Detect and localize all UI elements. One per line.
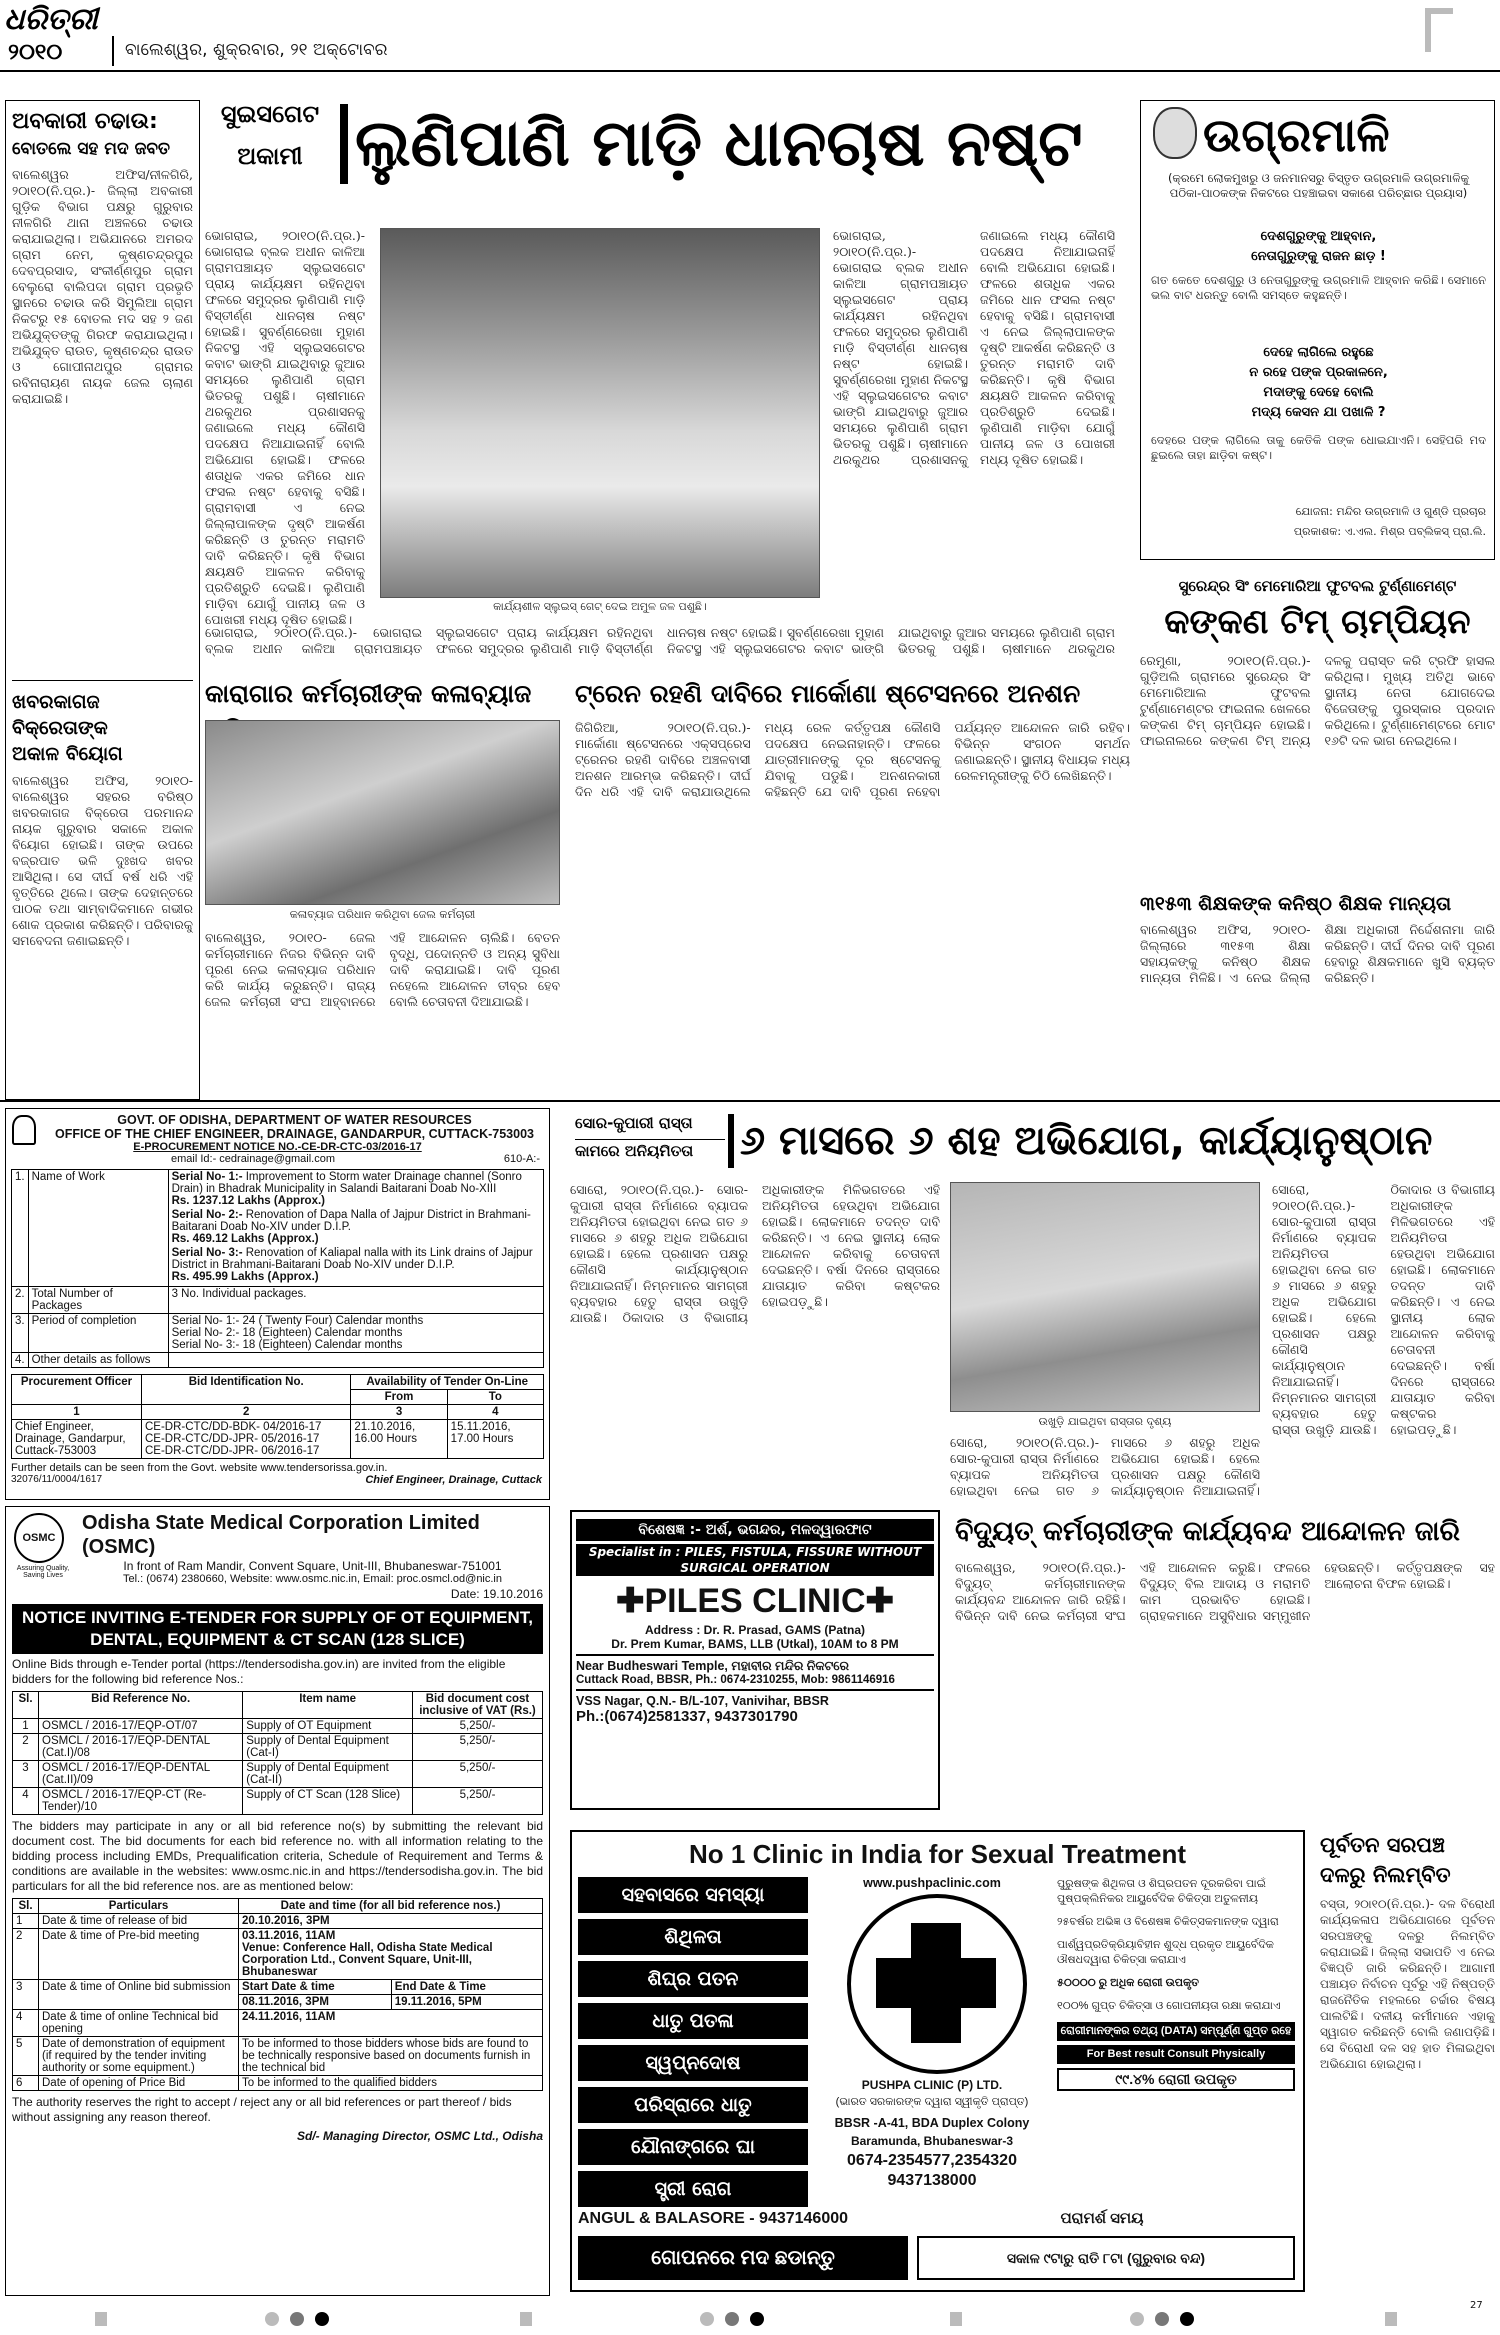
table-cell: 03.11.2016, 11AM Venue: Conference Hall, Odisha State Medical Corporation Ltd., Convent Square, Unit-III, Bhubaneswar — [239, 1929, 543, 1980]
story-body: ବାଲେଶ୍ୱର ଅଫିସ/ନୀଳଗିରି, ୨୦ା୧୦(ନି.ପ୍ର.)- ଜିଲ୍ଲା ଅବକାରୀ ଗୁଡ଼ିକ ବିଭାଗ ପକ୍ଷରୁ ଗୁରୁବାର ନୀଳଗିରି ଥାନା ଅଞ୍ଚଳରେ ଚଢାଉ କରାଯାଇଥିଲା। ଅଭିଯାନରେ ଅମରଦ ଗ୍ରାମ ନେମ, କୃଷ୍ଣଚନ୍ଦ୍ରପୁର ଦେବପ୍ରସାଦ, ସଂକୀର୍ଣ୍ଣପୁର ଗ୍ରାମ ବେଲୁରୋ ବାଲିପଦା ଗ୍ରାମ ପ୍ରଭୃତି ସ୍ଥାନରେ ଚଢାଉ କରି ସିମୁଲିଆ ଗ୍ରାମ ନିକଟରୁ ୧୫ ବୋତଲ ମଦ ସହ ୨ ଜଣ ଅଭିଯୁକ୍ତଙ୍କୁ ଗିରଫ କରାଯାଇଥିଲା। ଅଭିଯୁକ୍ତ ରାଉତ, କୃଷ୍ଣଚନ୍ଦ୍ର ରାଉତ ଓ ଗୋପୀନାଥପୁର ଗ୍ରାମର ରବିନାରାୟଣ ନାୟକ ଜେଲ ଚାଲାଣ କରାଯାଇଛି। — [12, 167, 193, 406]
col-index: 3 — [351, 1405, 447, 1420]
col-index: 1 — [12, 1405, 142, 1420]
osmc-para: The bidders may participate in any or all bid reference no(s) by submitting the relevant bid document cost. The bid documents for each bid reference no. with all information relating to the bidding process including EMDs, Prequalification criteria, Schedule of Requirement and Terms & conditions are available in the websites: www.osmc.nic.in and https://tendersodisha.gov.in. The bid particulars for all the bid reference nos. are as mentioned below: — [12, 1819, 543, 1893]
tender-email: email Id:- cedrainage@gmail.com — [171, 1153, 336, 1165]
lead-story — [205, 100, 1115, 670]
tender-notice-water — [5, 1108, 550, 1500]
pushpa-address: Baramunda, Bhubaneswar-3 — [850, 2134, 1014, 2148]
piles-line: Cuttack Road, BBSR, Ph.: 0674-2310255, Mob: 9861146916 — [576, 1674, 895, 1686]
table-cell: 2 — [13, 1929, 39, 1980]
table-row — [12, 1287, 544, 1314]
pushpa-condition-item: ଶିଥିଳତା — [578, 1919, 808, 1955]
table-cell: Date & time of release of bid — [39, 1914, 239, 1929]
ugramali-credit: ପ୍ରକାଶକ: ଏ.ଏଲ. ମିଶ୍ର ପବ୍ଲିକସ୍ ପ୍ରା.ଲି. — [1293, 525, 1486, 538]
table-cell: 5 — [13, 2037, 39, 2076]
table-cell: 20.10.2016, 3PM — [239, 1914, 543, 1929]
story-subhead: ବୋତଲେ ସହ ମଦ ଜବତ — [12, 139, 171, 159]
ugramali-box — [1140, 100, 1495, 560]
lead-headline: ଲୁଣିପାଣି ମାଡ଼ି ଧାନଚାଷ ନଷ୍ଟ — [355, 107, 1083, 181]
pushpa-feature: ପୁରୁଷଙ୍କ ଶିଥିଳତା ଓ ଶିଘ୍ରପତନ ଦୂରକରିବା ପାଇଁ ପୁଷ୍ପକ୍ଲିନିକର ଆୟୁର୍ବେଦିକ ଚିକିତ୍ସା ଅତୁଳନୀୟ — [1057, 1878, 1266, 1905]
osmc-tagline: Assuring Quality, Saving Lives — [16, 1565, 70, 1579]
footer-page-number: 27 — [1470, 2300, 1483, 2311]
work-cost: Rs. 1237.12 Lakhs (Approx.) — [171, 1195, 325, 1207]
ugramali-intro: (କ୍ରମେ ଲୋକମୁଖରୁ ଓ ଜନମାନସରୁ ବିସ୍ତୃତ ଉଗ୍ରମାଳି ଉଗ୍ରମାଳିକୁ ପଠିକା-ପାଠକଙ୍କ ନିକଟରେ ପହଞ୍ଚାଇବା ସକାଶେ ପରିଚ୍ଛାର ପ୍ରୟାସ) — [1167, 171, 1470, 200]
table-cell: 4 — [13, 2010, 39, 2037]
table-row — [13, 1980, 543, 1995]
pushpa-condition-item: ଧାତୁ ପତଳା — [578, 2003, 808, 2039]
pushpa-condition-item: ଯୌନାଙ୍ଗରେ ଘା — [578, 2129, 808, 2165]
pushpa-phone: 9437138000 — [887, 2172, 977, 2189]
pushpa-bottom-right: ସକାଳ ୯ଟାରୁ ରାତି ୮ଟା (ଗୁରୁବାର ବନ୍ଦ) — [917, 2236, 1295, 2280]
work-item — [172, 1171, 540, 1207]
markona-body: ଜିଗିରିଆ, ୨୦ା୧୦(ନି.ପ୍ର.)- ମାର୍କୋଣା ଷ୍ଟେସନରେ ଏକ୍ସପ୍ରେସ ଟ୍ରେନର ରହଣି ଦାବିରେ ଅଞ୍ଚଳବାସୀ ଅନଶନ ଆରମ୍ଭ କରିଛନ୍ତି। ଦୀର୍ଘ ଦିନ ଧରି ଏହି ଦାବି କରାଯାଉଥିଲେ ମଧ୍ୟ ରେଳ କର୍ତ୍ତୃପକ୍ଷ କୌଣସି ପଦକ୍ଷେପ ନେଇନାହାନ୍ତି। ଫଳରେ ଯାତ୍ରୀମାନଙ୍କୁ ଦୂର ଷ୍ଟେସନକୁ ଯିବାକୁ ପଡୁଛି। ଅନଶନକାରୀ କହିଛନ୍ତି ଯେ ଦାବି ପୂରଣ ନହେବା ପର୍ଯ୍ୟନ୍ତ ଆନ୍ଦୋଳନ ଜାରି ରହିବ। ବିଭିନ୍ନ ସଂଗଠନ ସମର୍ଥନ ଜଣାଇଛନ୍ତି। ସ୍ଥାନୀୟ ବିଧାୟକ ମଧ୍ୟ ରେଳମନ୍ତ୍ରୀଙ୍କୁ ଚିଠି ଲେଖିଛନ୍ତି। — [575, 720, 1130, 799]
piles-clinic-ad — [570, 1510, 940, 1810]
registration-mark — [950, 2312, 962, 2326]
lead-photo-caption: କାର୍ଯ୍ୟଶୀଳ ସ୍ଲୁଇସ୍ ଗେଟ୍ ଦେଇ ଅମୁଳ ଜଳ ପଶୁଛି। — [493, 600, 707, 613]
row-number: 3. — [12, 1314, 29, 1353]
pushpa-feature: ପାର୍ଶ୍ୱପ୍ରତିକ୍ରିୟାବିହୀନ ଶୁଦ୍ଧ ପ୍ରକୃତ ଆୟୁର୍ବେଦିକ ଔଷଧଦ୍ୱାରା ଚିକିତ୍ସା କରାଯାଏ — [1057, 1939, 1274, 1966]
registration-dot — [1180, 2312, 1194, 2326]
col-header: Bid Identification No. — [142, 1375, 351, 1405]
jail-story — [205, 670, 560, 1095]
teachers-body: ବାଲେଶ୍ୱର ଅଫିସ, ୨୦ା୧୦- ଜିଲ୍ଲାରେ ୩୧୫୩ ଶିକ୍ଷା ସହାୟକଙ୍କୁ କନିଷ୍ଠ ଶିକ୍ଷକ ମାନ୍ୟତା ମିଳିଛି। ଏ ନେଇ ଜିଲ୍ଲା ଶିକ୍ଷା ଅଧିକାରୀ ନିର୍ଦ୍ଦେଶନାମା ଜାରି କରିଛନ୍ତି। ଦୀର୍ଘ ଦିନର ଦାବି ପୂରଣ ହେବାରୁ ଶିକ୍ଷକମାନେ ଖୁସି ବ୍ୟକ୍ତ କରିଛନ୍ତି। — [1140, 922, 1495, 985]
lead-kicker: ଅକାମୀ — [237, 142, 303, 170]
lead-body-right: ଭୋଗରାଇ, ୨୦ା୧୦(ନି.ପ୍ର.)- ଭୋଗରାଇ ବ୍ଲକ ଅଧୀନ କାଳିଆ ଗ୍ରାମପଞ୍ଚାୟତ ସ୍ଲୁଇସଗେଟ ପ୍ରାୟ କାର୍ଯ୍ୟକ୍ଷମ ରହିନଥିବା ଫଳରେ ସମୁଦ୍ରର ଲୁଣିପାଣି ମାଡ଼ି ବିସ୍ତୀର୍ଣ୍ଣ ଧାନଚାଷ ନଷ୍ଟ ହୋଇଛି। ସୁବର୍ଣ୍ଣରେଖା ମୁହାଣ ନିକଟସ୍ଥ ଏହି ସ୍ଲୁଇସଗେଟର କବାଟ ଭାଙ୍ଗି ଯାଇଥିବାରୁ ଜୁଆର ସମୟରେ ଲୁଣିପାଣି ଗ୍ରାମ ଭିତରକୁ ପଶୁଛି। ଚାଷୀମାନେ ଥରକୁଥର ପ୍ରଶାସନକୁ ଜଣାଇଲେ ମଧ୍ୟ କୌଣସି ପଦକ୍ଷେପ ନିଆଯାଇନାହିଁ ବୋଲି ଅଭିଯୋଗ ହୋଇଛି। ଫଳରେ ଶତାଧିକ ଏକର ଜମିରେ ଧାନ ଫସଲ ନଷ୍ଟ ହେବାକୁ ବସିଛି। ଗ୍ରାମବାସୀ ଏ ନେଇ ଜିଲ୍ଲାପାଳଙ୍କ ଦୃଷ୍ଟି ଆକର୍ଷଣ କରିଛନ୍ତି ଓ ତୁରନ୍ତ ମରାମତି ଦାବି କରିଛନ୍ତି। କୃଷି ବିଭାଗ କ୍ଷୟକ୍ଷତି ଆକଳନ କରିବାକୁ ପ୍ରତିଶ୍ରୁତି ଦେଇଛି। ଲୁଣିପାଣି ମାଡ଼ିବା ଯୋଗୁଁ ପାନୀୟ ଜଳ ଓ ପୋଖରୀ ମଧ୍ୟ ଦୂଷିତ ହୋଇଛି। — [833, 228, 1115, 467]
road-photo — [950, 1182, 1260, 1412]
table-cell: Supply of Dental Equipment (Cat-I) — [243, 1734, 413, 1761]
odisha-emblem-icon — [12, 1115, 36, 1145]
work-title: Improvement to Storm water Drainage channel (Sonro Drain) in Bhadrak Municipality in Salandi Baitarani Doab No-XIII — [171, 1171, 522, 1195]
tender-sign: Chief Engineer, Drainage, Cuttack — [365, 1474, 542, 1486]
table-cell: 4 — [13, 1788, 39, 1815]
work-item — [172, 1247, 540, 1283]
col-header: Item name — [243, 1692, 413, 1719]
pushpa-seal-text: PUSHPA CLINIC (P) LTD. — [861, 2078, 1003, 2092]
lead-kicker: ସୁଇସଗେଟ — [220, 100, 320, 128]
ugramali-title: ଉଗ୍ରମାଳି — [1203, 108, 1390, 162]
electric-body: ବାଲେଶ୍ୱର, ୨୦ା୧୦(ନି.ପ୍ର.)- ବିଦ୍ୟୁତ୍ କର୍ମଚାରୀମାନଙ୍କ କାର୍ଯ୍ୟବନ୍ଦ ଆନ୍ଦୋଳନ ଜାରି ରହିଛି। ବିଭିନ୍ନ ଦାବି ନେଇ କର୍ମଚାରୀ ସଂଘ ଏହି ଆନ୍ଦୋଳନ କରୁଛି। ଫଳରେ ବିଦ୍ୟୁତ୍ ବିଲ ଆଦାୟ ଓ ମରାମତି କାମ ପ୍ରଭାବିତ ହୋଇଛି। ଗ୍ରାହକମାନେ ଅସୁବିଧାର ସମ୍ମୁଖୀନ ହେଉଛନ୍ତି। କର୍ତ୍ତୃପକ୍ଷଙ୍କ ସହ ଆଲୋଚନା ବିଫଳ ହୋଇଛି। — [955, 1560, 1495, 1623]
road-kicker: କାମରେ ଅନିୟମିତତା — [575, 1142, 694, 1160]
football-headline: କଙ୍କଣ ଟିମ୍ ଚାମ୍ପିୟନ — [1164, 602, 1471, 642]
osmc-rights: The authority reserves the right to accept / reject any or all bid references or part thereof / bids without assigning any reason thereof. — [12, 2095, 512, 2124]
registration-mark — [520, 2312, 532, 2326]
table-cell: Supply of OT Equipment — [243, 1719, 413, 1734]
table-cell: 1 — [13, 1719, 39, 1734]
table-cell: 5,250/- — [413, 1788, 543, 1815]
piles-name — [576, 1579, 934, 1623]
col-header: Date and time (for all bid reference nos.) — [239, 1899, 543, 1914]
table-row — [13, 2010, 543, 2037]
pushpa-feature: ୨୫ବର୍ଷର ଅଭିଜ୍ଞ ଓ ବିଶେଷଜ୍ଞ ଚିକିତ୍ସକମାନଙ୍କ ଦ୍ୱାରା — [1057, 1916, 1279, 1928]
pushpa-right — [1057, 1877, 1295, 2091]
row-number: 2. — [12, 1287, 29, 1314]
sarpanch-story — [1320, 1830, 1495, 2292]
pushpa-condition-item: ସହବାସରେ ସମସ୍ୟା — [578, 1877, 808, 1913]
table-cell: To be informed to the qualified bidders — [239, 2076, 543, 2091]
cross-icon: ✚ — [865, 1582, 895, 1620]
osmc-address: In front of Ram Mandir, Convent Square, Unit-III, Bhubaneswar-751001 — [123, 1559, 502, 1573]
table-cell: End Date & Time — [391, 1980, 542, 1995]
work-title: Renovation of Kaliapal nalla with its Link drains of Jajpur District in Brahmani-Baitarani Doab No-XIV under D.I.P. — [171, 1247, 533, 1271]
jail-photo-caption: କଳାବ୍ୟାଜ ପରିଧାନ କରିଥିବା ଜେଲ କର୍ମଚାରୀ — [289, 908, 476, 921]
football-body: ରେମୁଣା, ୨୦ା୧୦(ନି.ପ୍ର.)- ଗୁଡ଼ିଅଲି ଗ୍ରାମରେ ସୁରେନ୍ଦ୍ର ସିଂ ମେମୋରିଆଲ ଫୁଟବଲ ଟୁର୍ଣ୍ଣାମେଣ୍ଟର ଫାଇନାଲ ଖେଳରେ କଙ୍କଣ ଟିମ୍ ଚାମ୍ପିୟନ ହୋଇଛି। ଫାଇନାଲରେ କଙ୍କଣ ଟିମ୍ ଅନ୍ୟ ଦଳକୁ ପରାସ୍ତ କରି ଟ୍ରଫି ହାସଲ କରିଥିଲା। ମୁଖ୍ୟ ଅତିଥି ଭାବେ ସ୍ଥାନୀୟ ନେତା ଯୋଗଦେଇ ବିଜେତାଙ୍କୁ ପୁରସ୍କାର ପ୍ରଦାନ କରିଥିଲେ। ଟୁର୍ଣ୍ଣାମେଣ୍ଟରେ ମୋଟ ୧୬ଟି ଦଳ ଭାଗ ନେଇଥିଲେ। — [1140, 653, 1495, 748]
table-cell: Date & time of online Technical bid opening — [39, 2010, 239, 2037]
table-cell: 15.11.2016, 17.00 Hours — [447, 1420, 543, 1459]
road-kicker: ସୋର-କୁପାରୀ ରାସ୍ତା — [575, 1114, 725, 1140]
pushpa-web: www.pushpaclinic.com — [863, 1876, 1001, 1890]
tender-footer: Further details can be seen from the Govt. website www.tendersorissa.gov.in. — [11, 1462, 388, 1474]
table-cell: Date & time of Online bid submission — [39, 1980, 239, 2010]
table-cell: Date of opening of Price Bid — [39, 2076, 239, 2091]
lead-photo — [380, 228, 820, 598]
table-cell: 5,250/- — [413, 1734, 543, 1761]
table-cell: Date & time of Pre-bid meeting — [39, 1929, 239, 1980]
electric-story — [955, 1510, 1495, 1830]
piles-top: ବିଶେଷଜ୍ଞ :- ଅର୍ଶ, ଭଗନ୍ଦର, ମଳଦ୍ୱାରଫାଟ — [576, 1519, 934, 1541]
table-cell: Supply of CT Scan (128 Slice) — [243, 1788, 413, 1815]
sarpanch-body: ବସ୍ତା, ୨୦ା୧୦(ନି.ପ୍ର.)- ଦଳ ବିରୋଧୀ କାର୍ଯ୍ୟକଳାପ ଅଭିଯୋଗରେ ପୂର୍ବତନ ସରପଞ୍ଚଙ୍କୁ ଦଳରୁ ନିଲମ୍ବିତ କରାଯାଇଛି। ଜିଲ୍ଲା ସଭାପତି ଏ ନେଇ ବିଜ୍ଞପ୍ତି ଜାରି କରିଛନ୍ତି। ଆଗାମୀ ପଞ୍ଚାୟତ ନିର୍ବାଚନ ପୂର୍ବରୁ ଏହି ନିଷ୍ପତ୍ତି ରାଜନୈତିକ ମହଲରେ ଚର୍ଚ୍ଚାର ବିଷୟ ପାଲଟିଛି। ଦଳୀୟ କର୍ମୀମାନେ ଏହାକୁ ସ୍ୱାଗତ କରିଛନ୍ତି ବୋଲି ଜଣାପଡ଼ିଛି। ସେ ବିରୋଧୀ ଦଳ ସହ ହାତ ମିଳାଇଥିବା ଅଭିଯୋଗ ହୋଇଥିଲା। — [1320, 1897, 1495, 2071]
football-kicker: ସୁରେନ୍ଦ୍ର ସିଂ ମେମୋରିଆ ଫୁଟବଲ ଟୁର୍ଣ୍ଣାମେଣ୍ଟ — [1178, 577, 1457, 595]
pushpa-govt: (ଭାରତ ସରକାରଙ୍କ ଦ୍ୱାରା ସ୍ୱୀକୃତି ପ୍ରାପ୍ତ) — [835, 2096, 1029, 2108]
piles-spec: Specialist in : PILES, FISTULA, FISSURE WITHOUT SURGICAL OPERATION — [576, 1544, 934, 1576]
story-headline: ଖବରକାଗଜ ବିକ୍ରେତାଙ୍କ — [12, 691, 108, 739]
col-header: To — [447, 1390, 543, 1405]
osmc-sign: Sd/- Managing Director, OSMC Ltd., Odisha — [296, 2129, 543, 2143]
table-cell: OSMCL / 2016-17/EQP-OT/07 — [39, 1719, 243, 1734]
registration-dot — [1155, 2312, 1169, 2326]
table-cell: Date of demonstration of equipment (if required by the tender inviting authority or some equipment.) — [39, 2037, 239, 2076]
pushpa-best: For Best result Consult Physically — [1057, 2045, 1295, 2064]
lead-body-left: ଭୋଗରାଇ, ୨୦ା୧୦(ନି.ପ୍ର.)- ଭୋଗରାଇ ବ୍ଲକ ଅଧୀନ କାଳିଆ ଗ୍ରାମପଞ୍ଚାୟତ ସ୍ଲୁଇସଗେଟ ପ୍ରାୟ କାର୍ଯ୍ୟକ୍ଷମ ରହିନଥିବା ଫଳରେ ସମୁଦ୍ରର ଲୁଣିପାଣି ମାଡ଼ି ବିସ୍ତୀର୍ଣ୍ଣ ଧାନଚାଷ ନଷ୍ଟ ହୋଇଛି। ସୁବର୍ଣ୍ଣରେଖା ମୁହାଣ ନିକଟସ୍ଥ ଏହି ସ୍ଲୁଇସଗେଟର କବାଟ ଭାଙ୍ଗି ଯାଇଥିବାରୁ ଜୁଆର ସମୟରେ ଲୁଣିପାଣି ଗ୍ରାମ ଭିତରକୁ ପଶୁଛି। ଚାଷୀମାନେ ଥରକୁଥର ପ୍ରଶାସନକୁ ଜଣାଇଲେ ମଧ୍ୟ କୌଣସି ପଦକ୍ଷେପ ନିଆଯାଇନାହିଁ ବୋଲି ଅଭିଯୋଗ ହୋଇଛି। ଫଳରେ ଶତାଧିକ ଏକର ଜମିରେ ଧାନ ଫସଲ ନଷ୍ଟ ହେବାକୁ ବସିଛି। ଗ୍ରାମବାସୀ ଏ ନେଇ ଜିଲ୍ଲାପାଳଙ୍କ ଦୃଷ୍ଟି ଆକର୍ଷଣ କରିଛନ୍ତି ଓ ତୁରନ୍ତ ମରାମତି ଦାବି କରିଛନ୍ତି। କୃଷି ବିଭାଗ କ୍ଷୟକ୍ଷତି ଆକଳନ କରିବାକୁ ପ୍ରତିଶ୍ରୁତି ଦେଇଛି। ଲୁଣିପାଣି ମାଡ଼ିବା ଯୋଗୁଁ ପାନୀୟ ଜଳ ଓ ପୋଖରୀ ମଧ୍ୟ ଦୂଷିତ ହୋଇଛି। — [205, 228, 365, 627]
pushpa-address: BBSR -A-41, BDA Duplex Colony — [834, 2116, 1030, 2130]
table-cell: 5,250/- — [413, 1761, 543, 1788]
road-body-right: ସୋରୋ, ୨୦ା୧୦(ନି.ପ୍ର.)- ସୋର-କୁପାରୀ ରାସ୍ତା ନିର୍ମାଣରେ ବ୍ୟାପକ ଅନିୟମିତତା ହୋଇଥିବା ନେଇ ଗତ ୬ ମାସରେ ୬ ଶହରୁ ଅଧିକ ଅଭିଯୋଗ ହୋଇଛି। ହେଲେ ପ୍ରଶାସନ ପକ୍ଷରୁ କୌଣସି କାର୍ଯ୍ୟାନୁଷ୍ଠାନ ନିଆଯାଇନାହିଁ। ନିମ୍ନମାନର ସାମଗ୍ରୀ ବ୍ୟବହାର ହେତୁ ରାସ୍ତା ଉଖୁଡ଼ି ଯାଉଛି। ଠିକାଦାର ଓ ବିଭାଗୀୟ ଅଧିକାରୀଙ୍କ ମିଳିଭଗତରେ ଏହି ଅନିୟମିତତା ହେଉଥିବା ଅଭିଯୋଗ ହୋଇଛି। ଲୋକମାନେ ତଦନ୍ତ ଦାବି କରିଛନ୍ତି। ଏ ନେଇ ସ୍ଥାନୀୟ ଲୋକ ଆନ୍ଦୋଳନ କରିବାକୁ ଚେତାବନୀ ଦେଇଛନ୍ତି। ବର୍ଷା ଦିନରେ ରାସ୍ତାରେ ଯାତାୟାତ କରିବା କଷ୍ଟକର ହୋଇପଡ଼ୁଛି। — [1272, 1182, 1495, 1437]
col-index: 4 — [447, 1405, 543, 1420]
pushpa-angul: ANGUL & BALASORE - 9437146000 — [578, 2210, 849, 2227]
story-headline: ଅବକାରୀ ଚଢାଉ: — [12, 109, 158, 134]
registration-dot — [750, 2312, 764, 2326]
table-row — [13, 2076, 543, 2091]
work-title: Renovation of Dapa Nalla of Jajpur District in Brahmani-Baitarani Doab No-XIV under D.I.P. — [171, 1209, 531, 1233]
row-number: 4. — [12, 1353, 29, 1368]
page-footer — [0, 2300, 1500, 2335]
ugramali-face-icon — [1153, 107, 1197, 159]
tender-notice-osmc — [5, 1506, 550, 2296]
table-row — [12, 1314, 544, 1353]
table-row — [12, 1353, 544, 1368]
osmc-intro: Online Bids through e-Tender portal (https://tendersodisha.gov.in) are invited from the eligible bidders for the following bid reference Nos.: — [12, 1657, 506, 1686]
col-index: 2 — [142, 1405, 351, 1420]
pushpa-data-note: ରୋଗୀମାନଙ୍କର ତଥ୍ୟ (DATA) ସମ୍ପୂର୍ଣ୍ଣ ଗୁପ୍ତ ରହେ — [1057, 2022, 1295, 2041]
table-row — [13, 1914, 543, 1929]
col-header: Availability of Tender On-Line — [351, 1375, 544, 1390]
row-value: Serial No- 1:- 24 ( Twenty Four) Calendar months Serial No- 2:- 18 (Eighteen) Calendar months Serial No- 3:- 18 (Eighteen) Calendar months — [168, 1314, 543, 1353]
piles-line: Near Budheswari Temple, ମହାବୀର ମନ୍ଦିର ନିକଟରେ — [576, 1659, 850, 1673]
table-cell: OSMCL / 2016-17/EQP-CT (Re-Tender)/10 — [39, 1788, 243, 1815]
table-row — [13, 1761, 543, 1788]
piles-title: PILES CLINIC — [644, 1582, 866, 1620]
row-label: Other details as follows — [28, 1353, 168, 1368]
registration-mark — [1385, 2312, 1397, 2326]
registration-dot — [1130, 2312, 1144, 2326]
table-cell: OSMCL / 2016-17/EQP-DENTAL (Cat.I)/08 — [39, 1734, 243, 1761]
left-column — [5, 100, 200, 1100]
pushpa-condition-item: ସ୍ୱପ୍ନଦୋଷ — [578, 2045, 808, 2081]
osmc-items-table — [12, 1691, 543, 1815]
col-header: Bid document cost inclusive of VAT (Rs.) — [413, 1692, 543, 1719]
registration-mark — [95, 2312, 107, 2326]
page-number: ୨୦୧୦ — [8, 40, 63, 65]
tender-org: GOVT. OF ODISHA, DEPARTMENT OF WATER RESOURCES — [117, 1113, 472, 1127]
table-cell: Supply of Dental Equipment (Cat-II) — [243, 1761, 413, 1788]
piles-address: Address : Dr. R. Prasad, GAMS (Patna) — [644, 1623, 866, 1637]
table-cell: 21.10.2016, 16.00 Hours — [351, 1420, 447, 1459]
teachers-story — [1140, 890, 1495, 1090]
pushpa-condition-item: ପରିସ୍ରାରେ ଧାତୁ — [578, 2087, 808, 2123]
work-serial: Serial No- 1:- — [171, 1171, 246, 1183]
registration-dot — [265, 2312, 279, 2326]
osmc-date: Date: 19.10.2016 — [450, 1587, 543, 1601]
table-row — [13, 1719, 543, 1734]
registration-dot — [290, 2312, 304, 2326]
tender-works-table — [11, 1169, 544, 1368]
dateline: ବାଲେଶ୍ୱର, ଶୁକ୍ରବାର, ୨୧ ଅକ୍ଟୋବର — [125, 40, 388, 60]
table-cell: 08.11.2016, 3PM — [239, 1995, 392, 2010]
row-label: Name of Work — [28, 1170, 168, 1287]
road-body-bottom: ସୋରୋ, ୨୦ା୧୦(ନି.ପ୍ର.)- ସୋର-କୁପାରୀ ରାସ୍ତା ନିର୍ମାଣରେ ବ୍ୟାପକ ଅନିୟମିତତା ହୋଇଥିବା ନେଇ ଗତ ୬ ମାସରେ ୬ ଶହରୁ ଅଧିକ ଅଭିଯୋଗ ହୋଇଛି। ହେଲେ ପ୍ରଶାସନ ପକ୍ଷରୁ କୌଣସି କାର୍ଯ୍ୟାନୁଷ୍ଠାନ ନିଆଯାଇନାହିଁ। — [950, 1435, 1260, 1498]
football-story — [1140, 575, 1495, 885]
table-cell: OSMCL / 2016-17/EQP-DENTAL (Cat.II)/09 — [39, 1761, 243, 1788]
table-row — [13, 1788, 543, 1815]
table-cell: 2 — [13, 1734, 39, 1761]
table-cell: 19.11.2016, 5PM — [391, 1995, 542, 2010]
electric-headline: ବିଦ୍ୟୁତ୍ କର୍ମଚାରୀଙ୍କ କାର୍ଯ୍ୟବନ୍ଦ ଆନ୍ଦୋଳନ ଜାରି — [955, 1516, 1460, 1547]
tender-availability-table — [11, 1374, 544, 1459]
pushpa-clinic-ad — [570, 1830, 1305, 2292]
osmc-schedule-table — [12, 1898, 543, 2091]
registration-dot — [315, 2312, 329, 2326]
piles-line: Ph.:(0674)2581337, 9437301790 — [576, 1708, 798, 1725]
work-serial: Serial No- 3:- — [171, 1247, 246, 1259]
row-value: 3 No. Individual packages. — [168, 1287, 543, 1314]
road-photo-caption: ଉଖୁଡ଼ି ଯାଇଥିବା ରାସ୍ତାର ଦୃଶ୍ୟ — [1038, 1415, 1172, 1428]
road-headline: ୬ ମାସରେ ୬ ଶହ ଅଭିଯୋଗ, କାର୍ଯ୍ୟାନୁଷ୍ଠାନ — [740, 1118, 1433, 1164]
table-cell: 3 — [13, 1980, 39, 2010]
tender-notice-no: E-PROCUREMENT NOTICE NO.-CE-DR-CTC-03/2016-17 — [133, 1141, 422, 1153]
pushpa-seal — [847, 1894, 1027, 2074]
jail-photo — [205, 720, 560, 905]
work-item — [172, 1209, 540, 1245]
table-row — [13, 1929, 543, 1980]
row-value — [168, 1170, 543, 1287]
table-cell: 1 — [13, 1914, 39, 1929]
table-cell: 6 — [13, 2076, 39, 2091]
registration-dot — [700, 2312, 714, 2326]
pushpa-conditions — [578, 1877, 808, 2213]
ugramali-verse: ଦେହେ ଲାଗିଲେ ରହୁଛେ ନ ରହେ ପଙ୍କ ପ୍ରକାଳନେ, ମଦାଙ୍କୁ ଦେହେ ବୋଲି ମଦ୍ୟ କେସନ ଯା ପଖାଳି ? — [1249, 345, 1388, 420]
tender-code: 32076/11/0004/1617 — [11, 1474, 103, 1485]
ugramali-verse: ଦେଶଗୁରୁଙ୍କୁ ଆହ୍ବାନ, ନେତାଗୁରୁଙ୍କୁ ରାଜନ ଛାଡ଼ ! — [1251, 229, 1386, 264]
table-cell: To be informed to those bidders whose bids are found to be technically responsive based on documents furnish in the technical bid — [239, 2037, 543, 2076]
road-body: ସୋରୋ, ୨୦ା୧୦(ନି.ପ୍ର.)- ସୋର-କୁପାରୀ ରାସ୍ତା ନିର୍ମାଣରେ ବ୍ୟାପକ ଅନିୟମିତତା ହୋଇଥିବା ନେଇ ଗତ ୬ ମାସରେ ୬ ଶହରୁ ଅଧିକ ଅଭିଯୋଗ ହୋଇଛି। ହେଲେ ପ୍ରଶାସନ ପକ୍ଷରୁ କୌଣସି କାର୍ଯ୍ୟାନୁଷ୍ଠାନ ନିଆଯାଇନାହିଁ। ନିମ୍ନମାନର ସାମଗ୍ରୀ ବ୍ୟବହାର ହେତୁ ରାସ୍ତା ଉଖୁଡ଼ି ଯାଉଛି। ଠିକାଦାର ଓ ବିଭାଗୀୟ ଅଧିକାରୀଙ୍କ ମିଳିଭଗତରେ ଏହି ଅନିୟମିତତା ହେଉଥିବା ଅଭିଯୋଗ ହୋଇଛି। ଲୋକମାନେ ତଦନ୍ତ ଦାବି କରିଛନ୍ତି। ଏ ନେଇ ସ୍ଥାନୀୟ ଲୋକ ଆନ୍ଦୋଳନ କରିବାକୁ ଚେତାବନୀ ଦେଇଛନ୍ତି। ବର୍ଷା ଦିନରେ ରାସ୍ତାରେ ଯାତାୟାତ କରିବା କଷ୍ଟକର ହୋଇପଡ଼ୁଛି। — [570, 1182, 940, 1325]
pushpa-percent: ୯୯.୪% ରୋଗୀ ଉପକୃତ — [1057, 2068, 1295, 2091]
col-header: Sl. — [13, 1899, 39, 1914]
tender-ref: 610-A:- — [503, 1153, 540, 1165]
col-header: From — [351, 1390, 447, 1405]
ugramali-credit: ଯୋଜନା: ମନ୍ଦିର ଉଗ୍ରମାଳି ଓ ଗୁଣ୍ଡି ପ୍ରଚାର — [1295, 505, 1486, 518]
table-cell: Chief Engineer, Drainage, Gandarpur, Cuttack-753003 — [12, 1420, 142, 1459]
table-cell: 3 — [13, 1761, 39, 1788]
story-body: ବାଲେଶ୍ୱର ଅଫିସ, ୨୦ା୧୦- ବାଲେଶ୍ୱର ସହରର ବରିଷ୍ଠ ଖବରକାଗଜ ବିକ୍ରେତା ପରମାନନ୍ଦ ନାୟକ ଗୁରୁବାର ସକାଳେ ଅକାଳ ବିୟୋଗ ହୋଇଛି। ତାଙ୍କ ଉପରେ ବଜ୍ରପାତ ଭଳି ଦୁଃଖଦ ଖବର ଆସିଥିଲା। ସେ ଦୀର୍ଘ ବର୍ଷ ଧରି ଏହି ବୃତ୍ତିରେ ଥିଲେ। ତାଙ୍କ ଦେହାନ୍ତରେ ପାଠକ ତଥା ସାମ୍ବାଦିକମାନେ ଗଭୀର ଶୋକ ପ୍ରକାଶ କରିଛନ୍ତି। ପରିବାରକୁ ସମବେଦନା ଜଣାଇଛନ୍ତି। — [12, 773, 193, 948]
ugramali-text: ଦେହରେ ପଙ୍କ ଲାଗିଲେ ତାକୁ କେତିକି ପଙ୍କ ଧୋଇଯାଏନି। ସେହିପରି ମଦ ଛୁଇଲେ ତାହା ଛାଡ଼ିବା କଷ୍ଟ। — [1151, 433, 1486, 462]
osmc-logo: OSMC — [14, 1513, 64, 1563]
table-row — [13, 1734, 543, 1761]
table-cell: 5,250/- — [413, 1719, 543, 1734]
jail-headline: କାରାଗାର କର୍ମଚାରୀଙ୍କ କଳାବ୍ୟାଜ — [205, 679, 532, 708]
col-header: Particulars — [39, 1899, 239, 1914]
cross-icon: ✚ — [615, 1582, 645, 1620]
pushpa-bottom-left: ଗୋପନରେ ମଦ ଛଡାନ୍ତୁ — [578, 2236, 908, 2280]
pushpa-feature: ୫୦୦୦୦ ରୁ ଅଧିକ ରୋଗୀ ଉପକୃତ — [1057, 1977, 1200, 1989]
ugramali-text: ଗତ କେତେ ଦେଶଗୁରୁ ଓ ନେତାଗୁରୁଙ୍କୁ ଉଗ୍ରମାଳି ଆହ୍ବାନ କରିଛି। ସେମାନେ ଭଲ ବାଟ ଧରନ୍ତୁ ବୋଲି ସମସ୍ତେ କହୁଛନ୍ତି। — [1151, 273, 1486, 302]
col-header: Procurement Officer — [12, 1375, 142, 1405]
osmc-contact: Tel.: (0674) 2380660, Website: www.osmc.nic.in, Email: proc.osmcl.od@nic.in — [122, 1573, 502, 1585]
osmc-notice-title: NOTICE INVITING E-TENDER FOR SUPPLY OF OT EQUIPMENT, DENTAL, EQUIPMENT & CT SCAN (128 SLICE) — [12, 1604, 543, 1654]
row-value — [168, 1353, 543, 1368]
table-cell: Start Date & time — [239, 1980, 392, 1995]
pushpa-timing-label: ପରାମର୍ଶ ସମୟ — [1060, 2210, 1144, 2227]
row-number: 1. — [12, 1170, 29, 1287]
col-header: Bid Reference No. — [39, 1692, 243, 1719]
tender-office: OFFICE OF THE CHIEF ENGINEER, DRAINAGE, GANDARPUR, CUTTACK-753003 — [55, 1127, 534, 1141]
piles-doctor: Dr. Prem Kumar, BAMS, LLB (Utkal), 10AM to 8 PM — [611, 1637, 899, 1651]
row-label: Period of completion — [28, 1314, 168, 1353]
piles-line: VSS Nagar, Q.N.- B/L-107, Vanivihar, BBSR — [576, 1694, 829, 1708]
work-cost: Rs. 495.99 Lakhs (Approx.) — [171, 1271, 319, 1283]
masthead — [0, 0, 1500, 72]
story-subhead: ଅକାଳ ବିୟୋଗ — [12, 743, 123, 765]
pushpa-condition-item: ସ୍ତ୍ରୀ ରୋଗ — [578, 2171, 808, 2207]
lead-body-bottom: ଭୋଗରାଇ, ୨୦ା୧୦(ନି.ପ୍ର.)- ଭୋଗରାଇ ବ୍ଲକ ଅଧୀନ କାଳିଆ ଗ୍ରାମପଞ୍ଚାୟତ ସ୍ଲୁଇସଗେଟ ପ୍ରାୟ କାର୍ଯ୍ୟକ୍ଷମ ରହିନଥିବା ଫଳରେ ସମୁଦ୍ରର ଲୁଣିପାଣି ମାଡ଼ି ବିସ୍ତୀର୍ଣ୍ଣ ଧାନଚାଷ ନଷ୍ଟ ହୋଇଛି। ସୁବର୍ଣ୍ଣରେଖା ମୁହାଣ ନିକଟସ୍ଥ ଏହି ସ୍ଲୁଇସଗେଟର କବାଟ ଭାଙ୍ଗି ଯାଇଥିବାରୁ ଜୁଆର ସମୟରେ ଲୁଣିପାଣି ଗ୍ରାମ ଭିତରକୁ ପଶୁଛି। ଚାଷୀମାନେ ଥରକୁଥର — [205, 625, 1115, 656]
sarpanch-headline: ପୂର୍ବତନ ସରପଞ୍ଚ ଦଳରୁ ନିଲମ୍ବିତ — [1320, 1833, 1451, 1887]
work-cost: Rs. 469.12 Lakhs (Approx.) — [171, 1233, 319, 1245]
row-label: Total Number of Packages — [28, 1287, 168, 1314]
road-story — [570, 1110, 1495, 1510]
masthead-logo: ଧରିତ୍ରୀ — [4, 2, 98, 37]
markona-headline: ଟ୍ରେନ ରହଣି ଦାବିରେ ମାର୍କୋଣା ଷ୍ଟେସନରେ ଅନଶନ — [575, 679, 1081, 708]
jail-body: ବାଲେଶ୍ୱର, ୨୦ା୧୦- ଜେଲ କର୍ମଚାରୀମାନେ ନିଜର ବିଭିନ୍ନ ଦାବି ପୂରଣ ନେଇ କଳାବ୍ୟାଜ ପରିଧାନ କରି କାର୍ଯ୍ୟ କରୁଛନ୍ତି। ରାଜ୍ୟ ଜେଲ କର୍ମଚାରୀ ସଂଘ ଆହ୍ବାନରେ ଏହି ଆନ୍ଦୋଳନ ଚାଲିଛି। ବେତନ ବୃଦ୍ଧି, ପଦୋନ୍ନତି ଓ ଅନ୍ୟ ସୁବିଧା ଦାବି କରାଯାଇଛି। ଦାବି ପୂରଣ ନହେଲେ ଆନ୍ଦୋଳନ ତୀବ୍ର ହେବ ବୋଲି ଚେତାବନୀ ଦିଆଯାଇଛି। — [205, 930, 560, 1009]
col-header: Sl. — [13, 1692, 39, 1719]
table-row — [13, 2037, 543, 2076]
pushpa-headline: No 1 Clinic in India for Sexual Treatment — [689, 1839, 1186, 1869]
pushpa-phone: 0674-2354577,2354320 — [847, 2152, 1017, 2169]
table-cell: CE-DR-CTC/DD-BDK- 04/2016-17 CE-DR-CTC/DD-JPR- 05/2016-17 CE-DR-CTC/DD-JPR- 06/2016-17 — [142, 1420, 351, 1459]
pushpa-condition-item: ଶିଘ୍ର ପତନ — [578, 1961, 808, 1997]
markona-story — [575, 670, 1130, 1095]
work-serial: Serial No- 2:- — [171, 1209, 246, 1221]
teachers-headline: ୩୧୫୩ ଶିକ୍ଷକଙ୍କ କନିଷ୍ଠ ଶିକ୍ଷକ ମାନ୍ୟତା — [1140, 893, 1452, 915]
corner-mark — [1425, 8, 1453, 52]
pushpa-feature: ୧୦୦% ଗୁପ୍ତ ଚିକିତ୍ସା ଓ ଗୋପନୀୟତା ରକ୍ଷା କରାଯାଏ — [1057, 2000, 1281, 2012]
osmc-name: Odisha State Medical Corporation Limited (OSMC) — [82, 1512, 480, 1558]
registration-dot — [725, 2312, 739, 2326]
table-cell: 24.11.2016, 11AM — [239, 2010, 543, 2037]
medical-cross-icon-bar — [876, 1958, 996, 2008]
table-row — [12, 1170, 544, 1287]
